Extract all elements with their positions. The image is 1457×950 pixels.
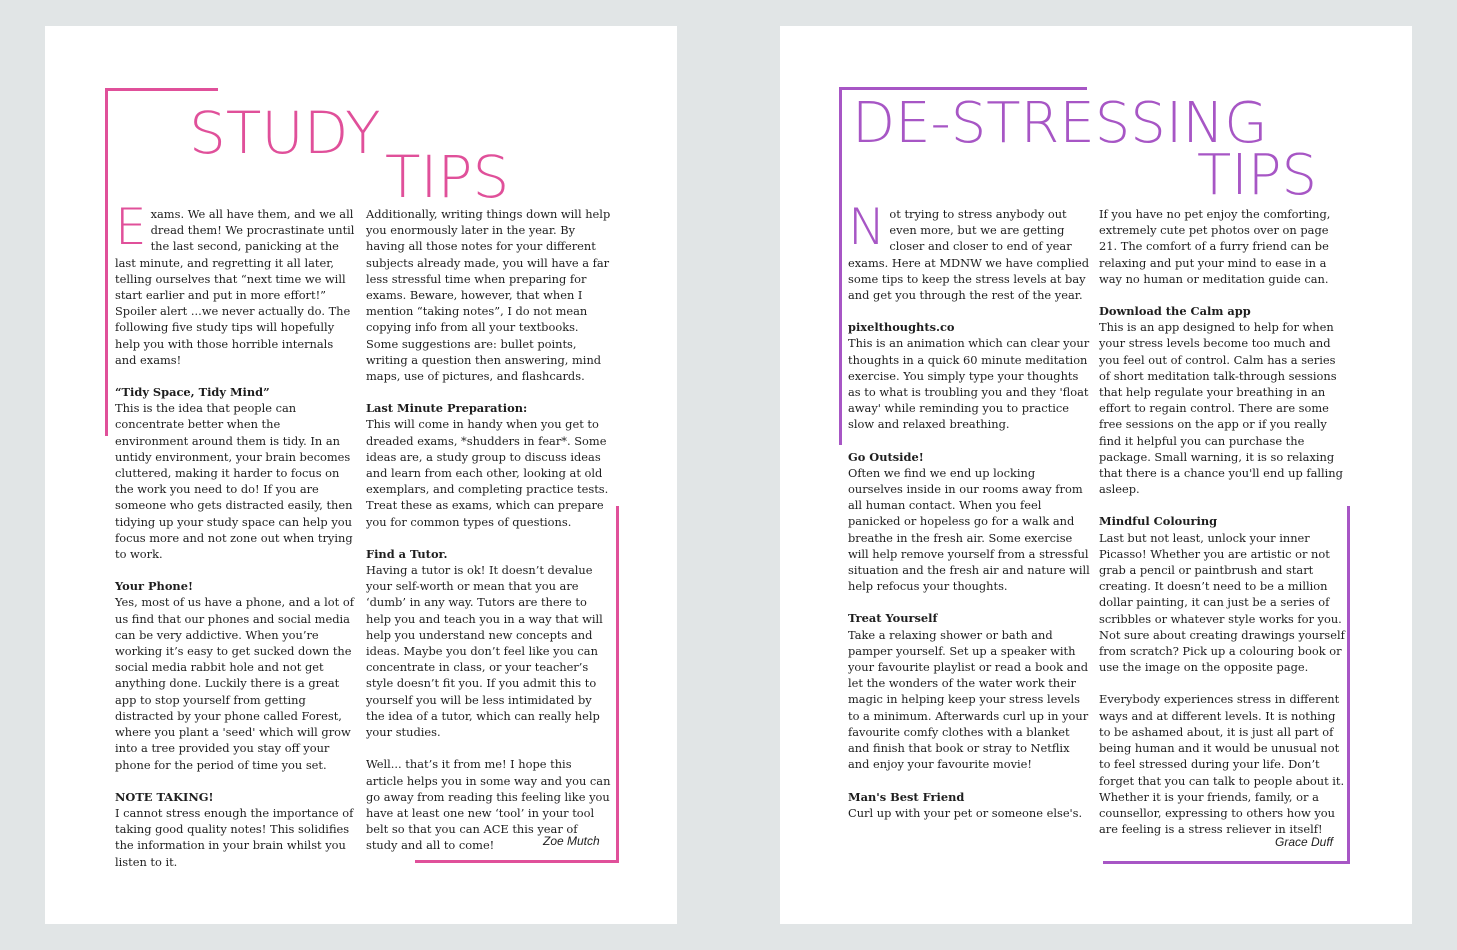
tip-body: Last but not least, unlock your inner Picasso! Whether you are artistic or not grab a pencil or paintbrush and start creating. It doesn’t need to be a million dollar painting, it can just be a series of scribbles or whatever style works for you. Not sure about creating drawings yourself from scratch? Pick up a colouring book or use the image on the opposite page. [1099, 530, 1345, 675]
outro-paragraph: Well... that’s it from me! I hope this article helps you in some way and you can go away from reading this feeling like you have at least one new ‘tool’ in your tool belt so that you can ACE this year of study and all to come! [366, 757, 611, 853]
column-1 [115, 198, 355, 870]
tip-tidy-space [115, 384, 355, 562]
author-name: Zoe Mutch [543, 834, 600, 848]
tip-heading: pixelthoughts.co [848, 320, 955, 335]
tip-body: Often we find we end up locking ourselves inside in our rooms away from all human contact. When you feel panicked or hopeless go for a walk and breathe in the fresh air. Some exercise will help remove yourself from a stressful situation and the fresh air and nature will help refocus your thoughts. [848, 465, 1090, 594]
intro-text: ot trying to stress anybody out even more, but we are getting closer and closer to end of year exams. Here at MDNW we have complied some tips to keep the stress levels at bay and get you through the rest of the year. [848, 207, 1090, 303]
note-taking-continued: Additionally, writing things down will help you enormously later in the year. By having all those notes for your different subjects already made, you will have a far less stressful time when preparing for exams. Beware, however, that when I mention “taking notes”, I do not mean copying info from all your textbooks. Some suggestions are: bullet points, writing a question then answering, mind maps, use of pictures, and flashcards. [366, 207, 611, 384]
tip-body: This is an app designed to help for when your stress levels become too much and you feel out of control. Calm has a series of short meditation talk-through sessions that help regulate your breathing in an effort to regain control. There are some free sessions on the app or if you really find it helpful you can purchase the package. Small warning, it is so relaxing that there is a chance you'll end up falling asleep. [1099, 320, 1343, 497]
tip-heading: Go Outside! [848, 449, 924, 464]
title-study: STUDY [189, 99, 381, 167]
title-de-stressing: DE-STRESSING [852, 91, 1268, 156]
tip-heading: Find a Tutor. [366, 546, 448, 561]
author-name: Grace Duff [1275, 835, 1334, 849]
tip-last-minute [366, 400, 612, 530]
column-2 [1099, 206, 1346, 837]
tip-mans-best-friend [848, 789, 1091, 821]
intro-paragraph [115, 198, 355, 368]
tip-treat-yourself [848, 610, 1091, 772]
tip-heading: Last Minute Preparation: [366, 401, 528, 416]
tip-find-tutor [366, 546, 612, 740]
title-tips: TIPS [1197, 143, 1318, 208]
tip-heading: NOTE TAKING! [115, 789, 214, 804]
intro-paragraph [848, 198, 1091, 303]
tip-heading: Your Phone! [115, 579, 193, 594]
tip-calm-app [1099, 303, 1346, 497]
tip-heading: Download the Calm app [1099, 304, 1251, 319]
tip-body: Yes, most of us have a phone, and a lot of us find that our phones and social media can be very addictive. When you’re working it’s easy to get sucked down the social media rabbit hole and not get anything done. Luckily there is a great app to stop yourself from getting distracted by your phone called Forest, where you plant a 'seed' which will grow into a tree provided you stay off your phone for the period of time you set. [115, 595, 354, 772]
mans-best-friend-continued: If you have no pet enjoy the comforting, extremely cute pet photos over on page 21. The comfort of a furry friend can be relaxing and put your mind to ease in a way no human or meditation guide can. [1099, 207, 1331, 286]
tip-heading: Treat Yourself [848, 611, 938, 626]
title-tips: TIPS [385, 143, 510, 211]
tip-body: Take a relaxing shower or bath and pamper yourself. Set up a speaker with your favourite playlist or read a book and let the wonders of the water work their magic in helping keep your stress levels to a minimum. Afterwards curl up in your favourite comfy clothes with a blanket and finish that book or stray to Netflix and enjoy your favourite movie! [848, 627, 1089, 772]
column-2 [366, 206, 612, 854]
tip-heading: “Tidy Space, Tidy Mind” [115, 385, 270, 400]
drop-cap: E [115, 198, 147, 256]
outro-paragraph: Everybody experiences stress in different ways and at different levels. It is nothing to be ashamed about, it is just all part of being human and it would be unusual not to feel stressed during your life. Don’t forget that you can talk to people about it. Whether it is your friends, family, or a counsellor, expressing to others how you are feeling is a stress reliever in itself! [1099, 692, 1345, 837]
tip-heading: Mindful Colouring [1099, 514, 1218, 529]
tip-body: This is the idea that people can concentrate better when the environment around them is tidy. In an untidy environment, your brain becomes cluttered, making it harder to focus on the work you need to do! If you are someone who gets distracted easily, then tidying up your study space can help you focus more and not zone out when trying to work. [115, 401, 353, 562]
de-stressing-tips-page [780, 26, 1412, 924]
tip-body: Curl up with your pet or someone else's. [848, 805, 1083, 820]
tip-mindful-colouring [1099, 513, 1346, 675]
tip-body: I cannot stress enough the importance of taking good quality notes! This solidifies the information in your brain whilst you listen to it. [115, 805, 354, 869]
study-tips-page [45, 26, 677, 924]
tip-note-taking [115, 789, 355, 870]
column-1 [848, 198, 1091, 821]
tip-body: This is an animation which can clear your thoughts in a quick 60 minute meditation exercise. You simply type your thoughts as to what is troubling you and they 'float away' while reminding you to practice slow and relaxed breathing. [848, 336, 1090, 432]
tip-body: Having a tutor is ok! It doesn’t devalue your self-worth or mean that you are ‘dumb’ in any way. Tutors are there to help you and teach you in a way that will help you understand new concepts and ideas. Maybe you don’t feel like you can concentrate in class, or your teacher’s style doesn’t fit you. If you admit this to yourself you will be less intimidated by the idea of a tutor, which can really help your studies. [366, 563, 603, 740]
intro-text: xams. We all have them, and we all dread them! We procrastinate until the last second, panicking at the last minute, and regretting it all later, telling ourselves that “next time we will start earlier and put in more effort!” Spoiler alert ...we never actually do. The following five study tips will hopefully help you with those horrible internals and exams! [115, 207, 355, 367]
drop-cap: N [848, 198, 886, 256]
tip-body: This will come in handy when you get to dreaded exams, *shudders in fear*. Some ideas are, a study group to discuss ideas and learn from each other, looking at old exemplars, and completing practice tests. Treat these as exams, which can prepare you for common types of questions. [366, 417, 609, 529]
tip-heading: Man's Best Friend [848, 789, 965, 804]
tip-go-outside [848, 449, 1091, 595]
tip-your-phone [115, 578, 355, 772]
tip-pixelthoughts [848, 319, 1091, 432]
